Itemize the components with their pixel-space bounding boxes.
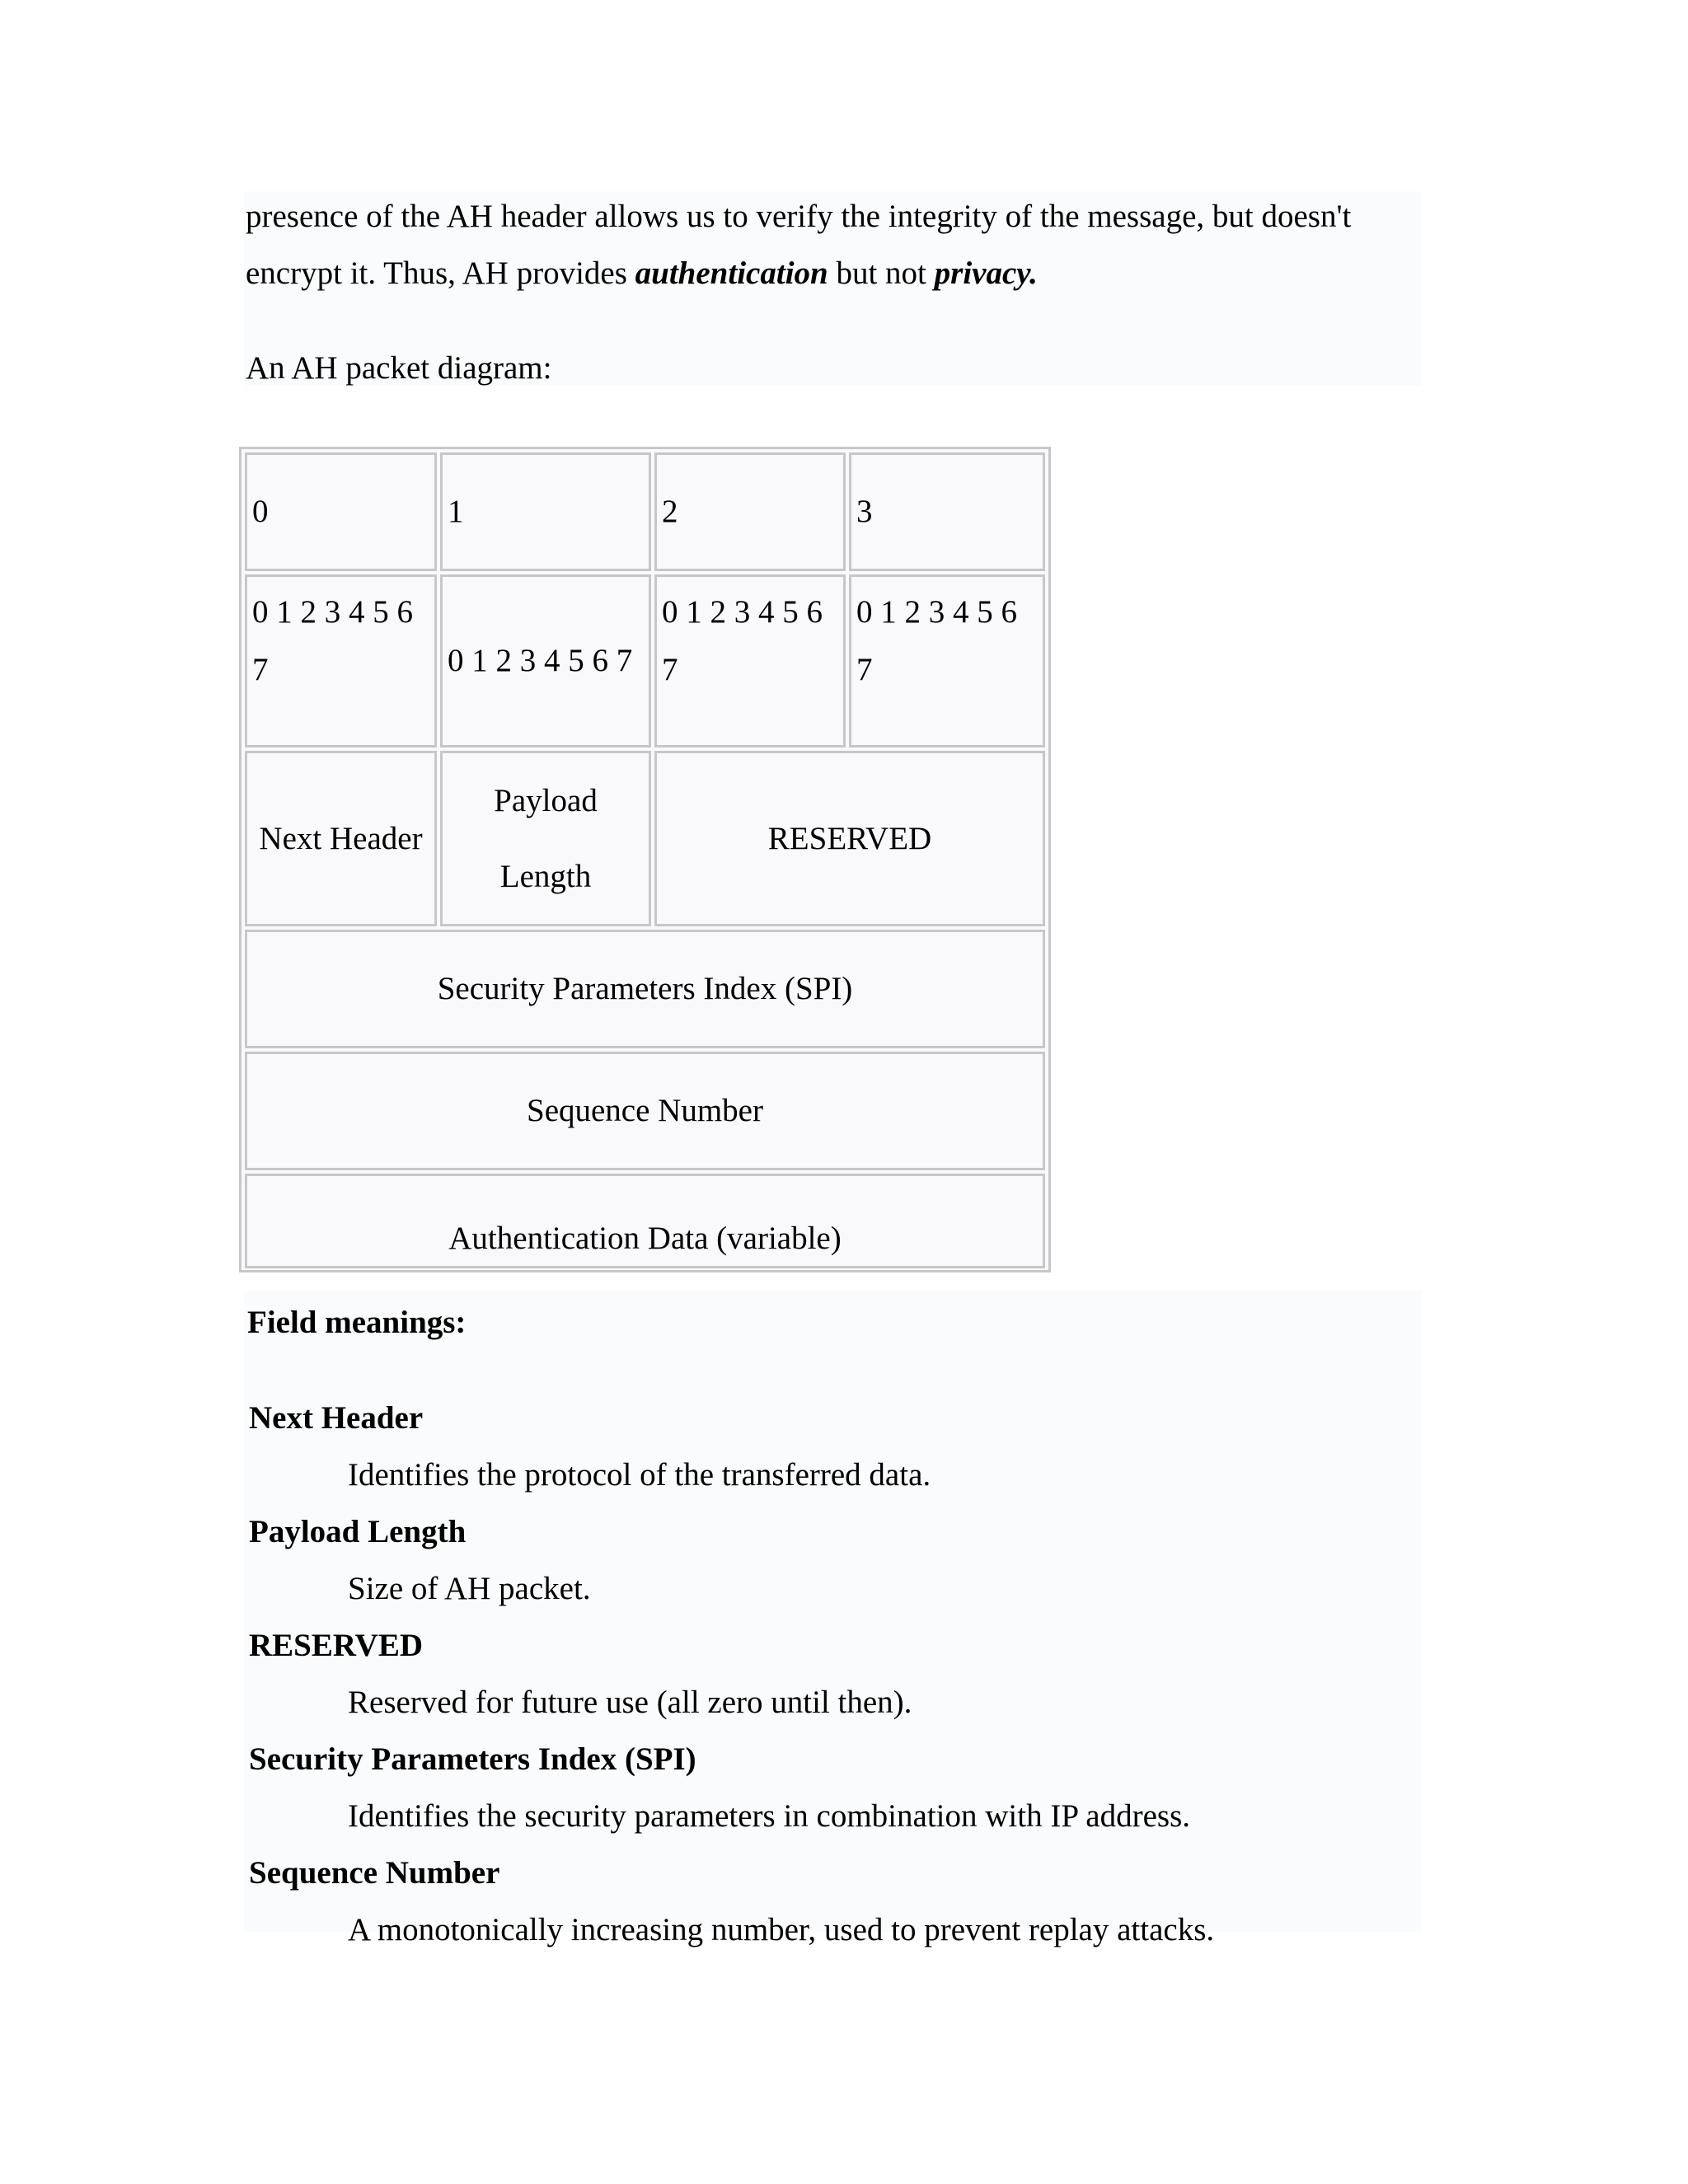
ah-packet-diagram — [239, 447, 1051, 1272]
sequence-number-label: Sequence Number — [527, 1093, 763, 1128]
field-def-spi: Identifies the security parameters in combination with IP address. — [348, 1798, 1191, 1834]
bits-cell-1 — [440, 574, 651, 748]
field-authentication-data — [245, 1174, 1045, 1268]
field-sequence-number — [245, 1052, 1045, 1170]
bits-cell-0 — [245, 574, 437, 748]
bits-line-b: 7 — [252, 652, 269, 687]
bits-line-full: 0 1 2 3 4 5 6 7 — [448, 643, 633, 678]
intro-line-2-part-1: encrypt it. Thus, AH provides — [246, 255, 635, 291]
field-reserved — [654, 751, 1045, 926]
bits-line-b: 7 — [662, 652, 678, 687]
intro-line-1-text: presence of the AH header allows us to verify the integrity of the message, but doesn't — [246, 199, 1352, 234]
field-next-header — [245, 751, 437, 926]
field-def-payload-length: Size of AH packet. — [348, 1571, 591, 1606]
intro-line-1 — [246, 188, 1351, 246]
fields-heading-text: Field meanings: — [247, 1305, 467, 1340]
next-header-label: Next Header — [259, 820, 423, 856]
octet-label-2: 2 — [662, 494, 678, 529]
bits-cell-3 — [849, 574, 1045, 748]
bits-line-a: 0 1 2 3 4 5 6 — [252, 594, 413, 630]
payload-length-line-b: Length — [499, 858, 592, 894]
field-def-reserved: Reserved for future use (all zero until then). — [348, 1685, 912, 1720]
field-term-reserved: RESERVED — [249, 1628, 424, 1663]
emphasis-privacy: privacy. — [934, 255, 1038, 291]
reserved-label: RESERVED — [767, 820, 932, 856]
intro-line-2 — [246, 245, 1038, 302]
field-spi — [245, 930, 1045, 1048]
fields-heading — [247, 1294, 466, 1352]
bits-line-b: 7 — [856, 652, 873, 687]
intro-line-2-part-2: but not — [828, 255, 935, 291]
field-def-sequence-number: A monotonically increasing number, used to prevent replay attacks. — [348, 1912, 1215, 1947]
octet-label-3: 3 — [856, 494, 873, 529]
bits-line-a: 0 1 2 3 4 5 6 — [856, 594, 1017, 630]
bits-cell-2 — [654, 574, 846, 748]
bits-line-a: 0 1 2 3 4 5 6 — [662, 594, 823, 630]
octet-cell-3 — [849, 452, 1045, 571]
emphasis-authentication: authentication — [635, 255, 828, 291]
octet-label-1: 1 — [448, 494, 464, 529]
diagram-caption: An AH packet diagram: — [246, 350, 552, 386]
octet-cell-0 — [245, 452, 437, 571]
field-term-payload-length: Payload Length — [249, 1514, 467, 1549]
octet-cell-1 — [440, 452, 651, 571]
octet-label-0: 0 — [252, 494, 269, 529]
field-payload-length — [440, 751, 651, 926]
authentication-data-label: Authentication Data (variable) — [448, 1221, 842, 1256]
payload-length-line-a: Payload — [494, 782, 598, 818]
field-def-next-header: Identifies the protocol of the transferred data. — [348, 1457, 931, 1493]
spi-label: Security Parameters Index (SPI) — [437, 971, 853, 1006]
field-term-next-header: Next Header — [249, 1400, 424, 1436]
field-term-sequence-number: Sequence Number — [249, 1855, 500, 1891]
octet-cell-2 — [654, 452, 846, 571]
field-term-spi: Security Parameters Index (SPI) — [249, 1741, 696, 1777]
